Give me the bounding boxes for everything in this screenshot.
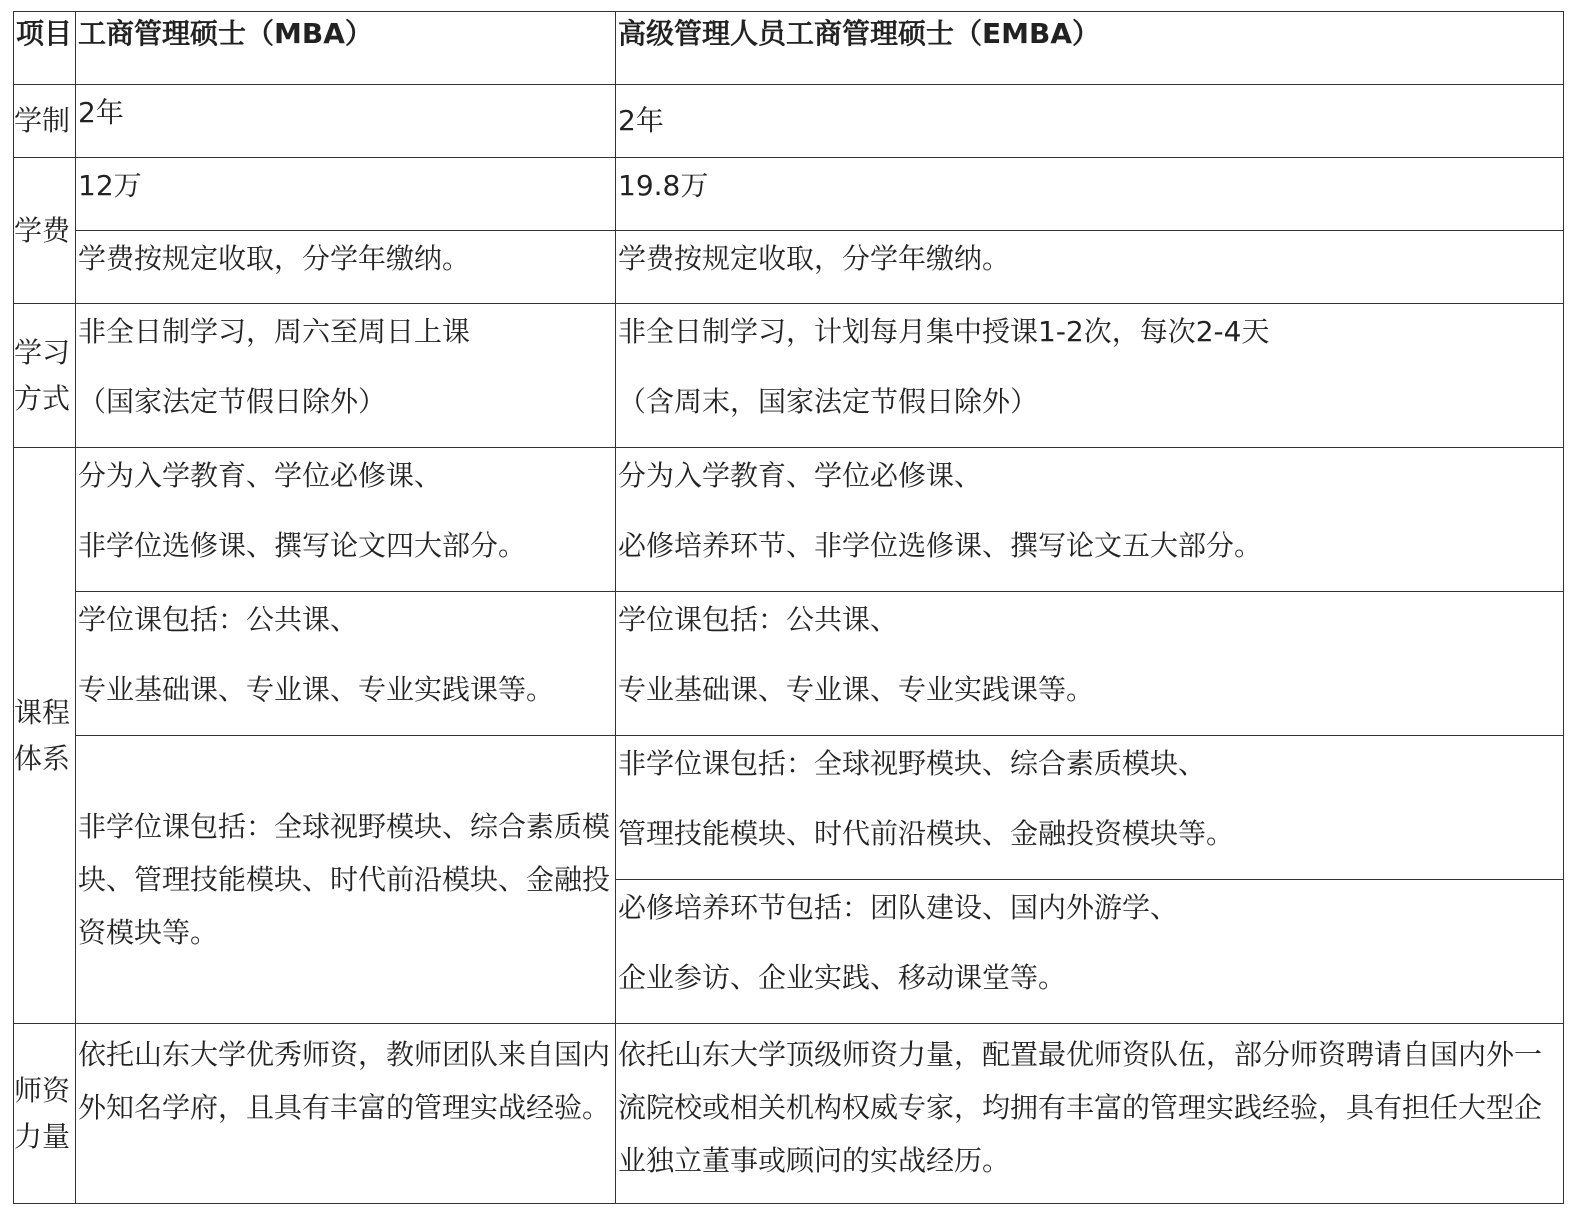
tuition-note-row xyxy=(14,231,1564,304)
study-mode-label: 学习方式 xyxy=(14,304,76,448)
curriculum-emba-degree xyxy=(616,592,1564,736)
curriculum-label: 课程体系 xyxy=(14,448,76,1024)
faculty-row xyxy=(14,1024,1564,1204)
study-mode-emba xyxy=(616,304,1564,448)
header-emba: 高级管理人员工商管理硕士（EMBA） xyxy=(616,12,1564,85)
curriculum-emba-required xyxy=(616,880,1564,1024)
study-mode-row xyxy=(14,304,1564,448)
faculty-label: 师资力量 xyxy=(14,1024,76,1204)
curriculum-mba-structure-line1: 分为入学教育、学位必修课、 xyxy=(78,459,443,492)
curriculum-mba-nondegree: 非学位课包括：全球视野模块、综合素质模块、管理技能模块、时代前沿模块、金融投资模块等。 xyxy=(76,736,616,1024)
curriculum-emba-degree-line1: 学位课包括：公共课、 xyxy=(618,603,899,636)
tuition-mba-amount: 12万 xyxy=(76,158,616,231)
curriculum-mba-structure-line2: 非学位选修课、撰写论文四大部分。 xyxy=(78,529,527,562)
curriculum-emba-structure xyxy=(616,448,1564,592)
study-mode-emba-line2: （含周末，国家法定节假日除外） xyxy=(618,385,1039,418)
tuition-emba-note: 学费按规定收取，分学年缴纳。 xyxy=(616,231,1564,304)
curriculum-degree-row xyxy=(14,592,1564,736)
curriculum-structure-row xyxy=(14,448,1564,592)
curriculum-emba-structure-line2: 必修培养环节、非学位选修课、撰写论文五大部分。 xyxy=(618,529,1263,562)
header-item: 项目 xyxy=(14,12,76,85)
curriculum-emba-nondegree xyxy=(616,736,1564,880)
duration-row xyxy=(14,85,1564,158)
curriculum-emba-required-line2: 企业参访、企业实践、移动课堂等。 xyxy=(618,961,1067,994)
curriculum-nondegree-row xyxy=(14,736,1564,880)
tuition-mba-note: 学费按规定收取，分学年缴纳。 xyxy=(76,231,616,304)
curriculum-mba-degree xyxy=(76,592,616,736)
curriculum-emba-nondegree-line2: 管理技能模块、时代前沿模块、金融投资模块等。 xyxy=(618,817,1235,850)
tuition-emba-amount: 19.8万 xyxy=(616,158,1564,231)
header-mba: 工商管理硕士（MBA） xyxy=(76,12,616,85)
study-mode-mba-line1: 非全日制学习，周六至周日上课 xyxy=(78,315,471,348)
curriculum-emba-structure-line1: 分为入学教育、学位必修课、 xyxy=(618,459,983,492)
curriculum-emba-required-line1: 必修培养环节包括：团队建设、国内外游学、 xyxy=(618,891,1179,924)
duration-label: 学制 xyxy=(14,85,76,158)
tuition-amount-row xyxy=(14,158,1564,231)
duration-mba: 2年 xyxy=(76,85,616,158)
study-mode-emba-line1: 非全日制学习，计划每月集中授课1-2次，每次2-4天 xyxy=(618,315,1270,348)
curriculum-mba-degree-line2: 专业基础课、专业课、专业实践课等。 xyxy=(78,673,555,706)
header-row xyxy=(14,12,1564,85)
curriculum-emba-degree-line2: 专业基础课、专业课、专业实践课等。 xyxy=(618,673,1095,706)
curriculum-mba-structure xyxy=(76,448,616,592)
tuition-label: 学费 xyxy=(14,158,76,304)
curriculum-emba-nondegree-line1: 非学位课包括：全球视野模块、综合素质模块、 xyxy=(618,747,1207,780)
duration-emba: 2年 xyxy=(616,85,1564,158)
curriculum-mba-degree-line1: 学位课包括：公共课、 xyxy=(78,603,359,636)
faculty-emba: 依托山东大学顶级师资力量，配置最优师资队伍，部分师资聘请自国内外一流院校或相关机构权威专家，均拥有丰富的管理实践经验，具有担任大型企业独立董事或顾问的实战经历。 xyxy=(616,1024,1564,1204)
faculty-mba: 依托山东大学优秀师资，教师团队来自国内外知名学府，且具有丰富的管理实战经验。 xyxy=(76,1024,616,1204)
program-comparison-table xyxy=(13,11,1564,1204)
study-mode-mba xyxy=(76,304,616,448)
study-mode-mba-line2: （国家法定节假日除外） xyxy=(78,385,387,418)
